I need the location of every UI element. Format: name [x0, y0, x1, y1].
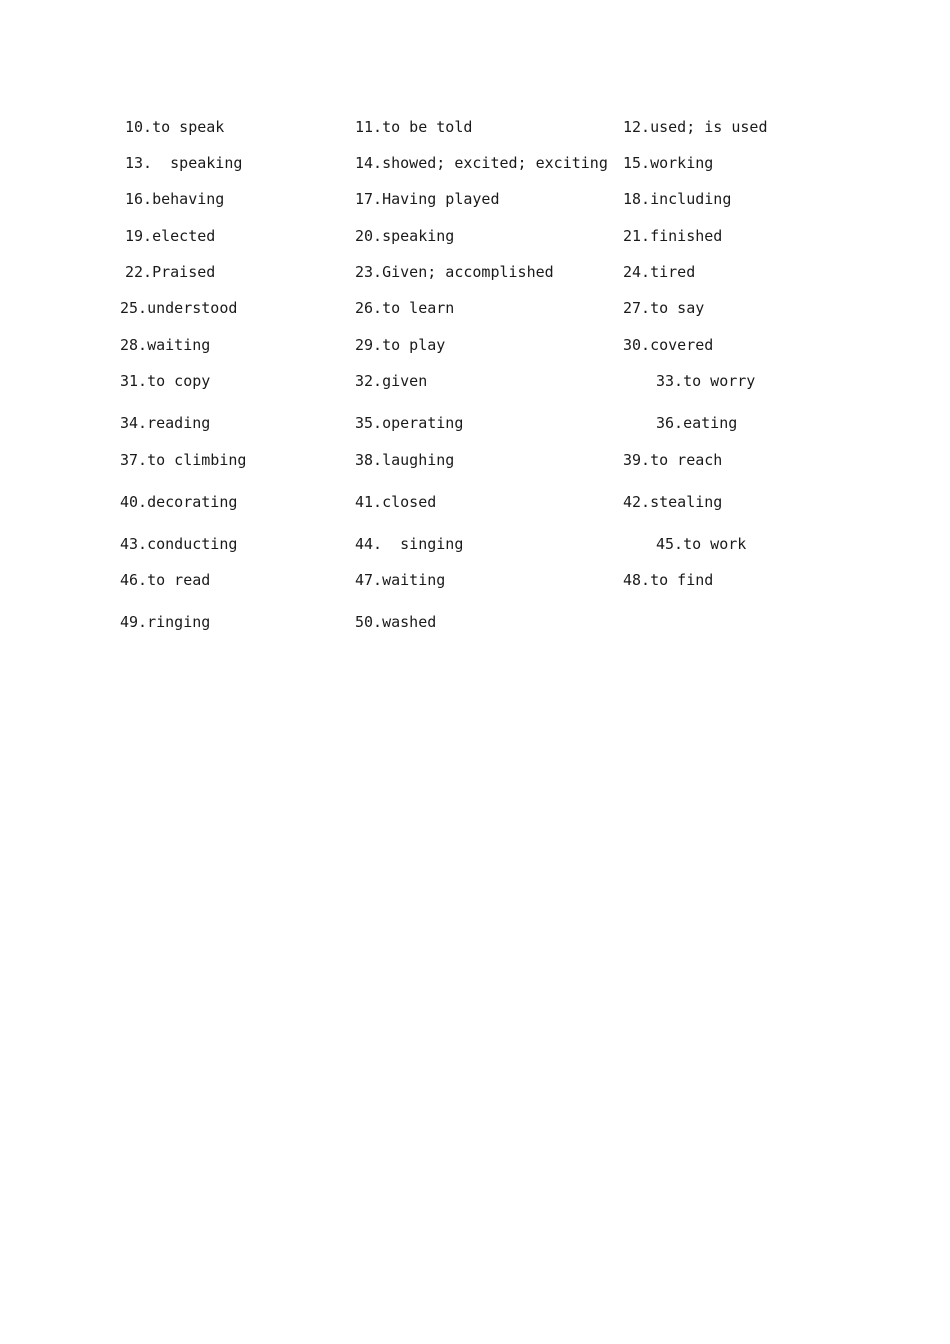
answer-25: 25.understood	[120, 299, 238, 317]
answer-38: 38.laughing	[355, 451, 455, 469]
answer-11: 11.to be told	[355, 118, 473, 136]
answer-39: 39.to reach	[623, 451, 723, 469]
answer-18: 18.including	[623, 190, 732, 208]
answer-23: 23.Given; accomplished	[355, 263, 554, 281]
answer-40: 40.decorating	[120, 493, 238, 511]
answer-41: 41.closed	[355, 493, 437, 511]
answer-12: 12.used; is used	[623, 118, 768, 136]
answer-13: 13. speaking	[125, 154, 243, 172]
answer-15: 15.working	[623, 154, 714, 172]
answer-10: 10.to speak	[125, 118, 225, 136]
answer-31: 31.to copy	[120, 372, 211, 390]
answer-27: 27.to say	[623, 299, 705, 317]
answer-29: 29.to play	[355, 336, 446, 354]
answer-50: 50.washed	[355, 613, 437, 631]
answer-14: 14.showed; excited; exciting	[355, 154, 608, 172]
answer-16: 16.behaving	[125, 190, 225, 208]
answer-22: 22.Praised	[125, 263, 216, 281]
answer-17: 17.Having played	[355, 190, 500, 208]
answer-36: 36.eating	[656, 414, 738, 432]
answer-44: 44. singing	[355, 535, 464, 553]
answer-42: 42.stealing	[623, 493, 723, 511]
answer-30: 30.covered	[623, 336, 714, 354]
answer-28: 28.waiting	[120, 336, 211, 354]
answer-34: 34.reading	[120, 414, 211, 432]
answer-43: 43.conducting	[120, 535, 238, 553]
answer-26: 26.to learn	[355, 299, 455, 317]
answer-45: 45.to work	[656, 535, 747, 553]
answer-20: 20.speaking	[355, 227, 455, 245]
answer-33: 33.to worry	[656, 372, 756, 390]
answer-37: 37.to climbing	[120, 451, 247, 469]
answer-32: 32.given	[355, 372, 428, 390]
answer-24: 24.tired	[623, 263, 696, 281]
answer-35: 35.operating	[355, 414, 464, 432]
answer-47: 47.waiting	[355, 571, 446, 589]
answer-49: 49.ringing	[120, 613, 211, 631]
answer-48: 48.to find	[623, 571, 714, 589]
answer-19: 19.elected	[125, 227, 216, 245]
answer-21: 21.finished	[623, 227, 723, 245]
answer-46: 46.to read	[120, 571, 211, 589]
